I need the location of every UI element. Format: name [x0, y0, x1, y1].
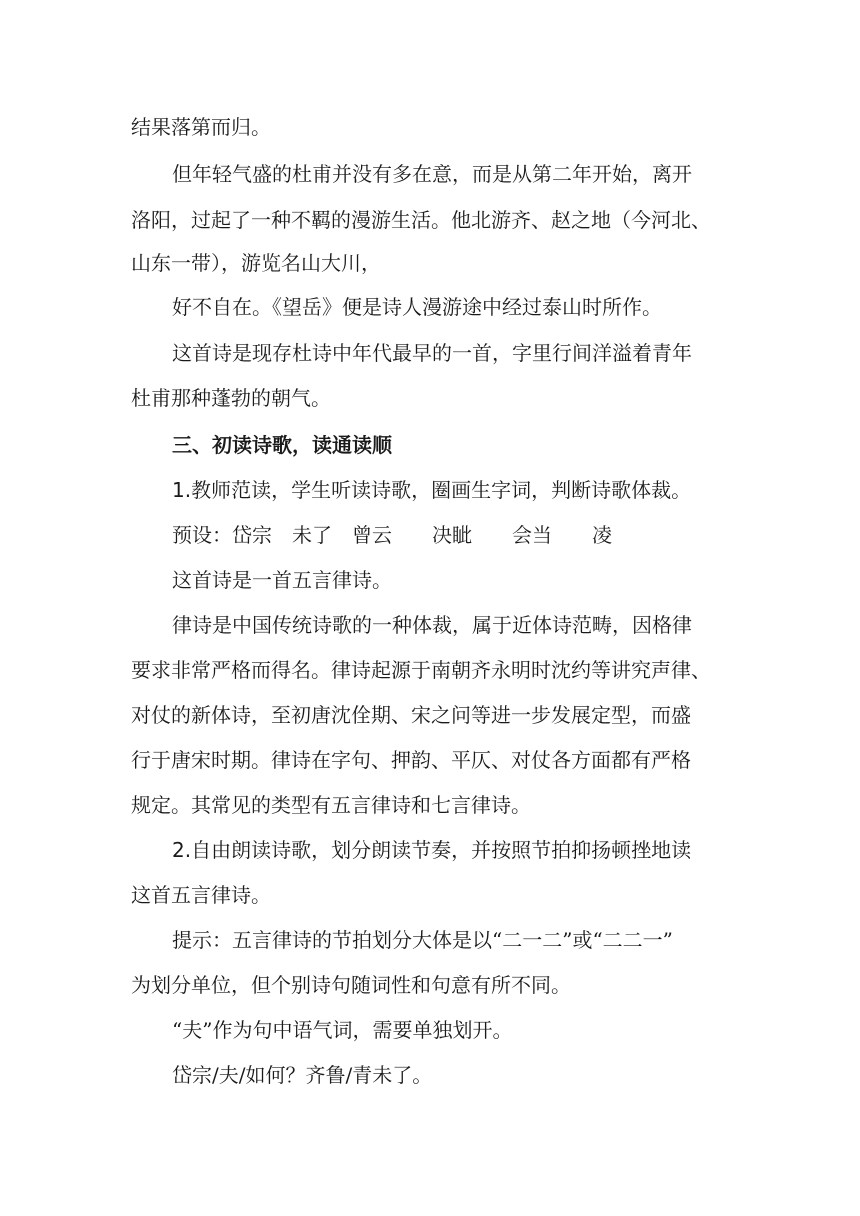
text-line-12: 律诗是中国传统诗歌的一种体裁，属于近体诗范畴，因格律	[172, 613, 692, 637]
text-line-9: 1.教师范读，学生听读诗歌，圈画生字词，判断诗歌体裁。	[172, 478, 692, 502]
text-line-13: 要求非常严格而得名。律诗起源于南朝齐永明时沈约等讲究声律、	[131, 658, 711, 682]
text-line-22: 岱宗/夫/如何？齐鲁/青未了。	[172, 1063, 433, 1087]
text-line-10: 预设：岱宗 未了 曾云 决眦 会当 凌	[172, 523, 612, 547]
text-line-5: 好不自在。《望岳》便是诗人漫游途中经过泰山时所作。	[172, 295, 662, 319]
text-line-11: 这首诗是一首五言律诗。	[172, 568, 392, 592]
text-line-15: 行于唐宋时期。律诗在字句、押韵、平仄、对仗各方面都有严格	[131, 748, 691, 772]
text-line-1: 结果落第而归。	[131, 115, 271, 139]
text-line-6: 这首诗是现存杜诗中年代最早的一首，字里行间洋溢着青年	[172, 341, 692, 365]
text-line-20: 为划分单位，但个别诗句随词性和句意有所不同。	[131, 973, 571, 997]
text-line-19: 提示：五言律诗的节拍划分大体是以“二一二”或“二二一”	[172, 928, 673, 952]
text-line-16: 规定。其常见的类型有五言律诗和七言律诗。	[131, 793, 531, 817]
text-line-17: 2.自由朗读诗歌，划分朗读节奏，并按照节拍抑扬顿挫地读	[172, 838, 692, 862]
text-line-2: 但年轻气盛的杜甫并没有多在意，而是从第二年开始，离开	[172, 162, 692, 186]
section-heading: 三、初读诗歌，读通读顺	[172, 433, 392, 457]
text-line-14: 对仗的新体诗，至初唐沈佺期、宋之问等进一步发展定型，而盛	[131, 703, 691, 727]
text-line-4: 山东一带），游览名山大川，	[131, 251, 381, 275]
text-line-18: 这首五言律诗。	[131, 883, 271, 907]
text-line-3: 洛阳，过起了一种不羁的漫游生活。他北游齐、赵之地（今河北、	[131, 208, 711, 232]
text-line-21: “夫”作为句中语气词，需要单独划开。	[172, 1018, 513, 1042]
text-line-7: 杜甫那种蓬勃的朝气。	[131, 386, 331, 410]
